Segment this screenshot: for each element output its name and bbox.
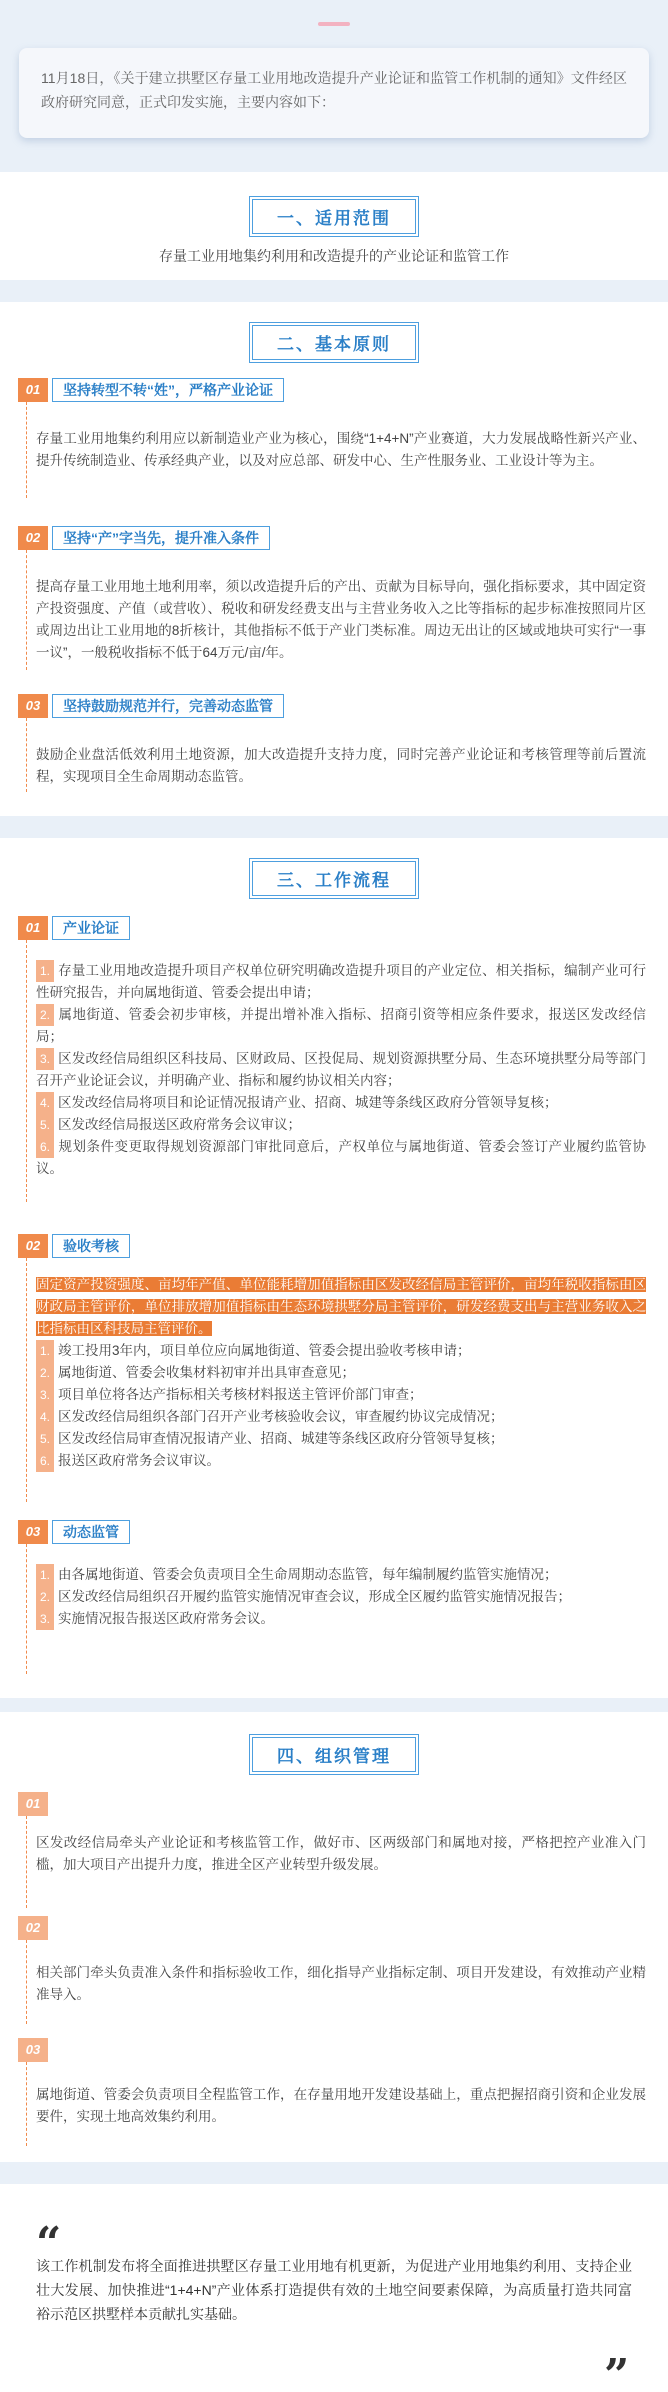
section-title: 三、工作流程 xyxy=(252,861,416,896)
list-item: 1. 由各属地街道、管委会负责项目全生命周期动态监管，每年编制履约监管实施情况； xyxy=(36,1564,646,1586)
group-label: 验收考核 xyxy=(52,1234,130,1258)
section-principles xyxy=(0,302,668,816)
group-label: 产业论证 xyxy=(52,916,130,940)
number-badge: 01 xyxy=(18,1792,48,1816)
list-item: 6. 报送区政府常务会议审议。 xyxy=(36,1450,646,1472)
principle-item xyxy=(18,378,650,508)
number-badge: 03 xyxy=(18,2038,48,2062)
list-item: 3. 实施情况报告报送区政府常务会议。 xyxy=(36,1608,646,1630)
close-quote-icon: ” xyxy=(604,2350,630,2392)
open-quote-icon: “ xyxy=(36,2218,62,2269)
list-item: 4. 区发改经信局组织各部门召开产业考核验收会议，审查履约协议完成情况； xyxy=(36,1406,646,1428)
top-decoration xyxy=(318,22,350,26)
principle-label: 坚持“产”字当先，提升准入条件 xyxy=(52,526,270,550)
organization-item xyxy=(18,2038,650,2148)
list-item: 6. 规划条件变更取得规划资源部门审批同意后，产权单位与属地街道、管委会签订产业履约监管协议。 xyxy=(36,1136,646,1180)
principle-item xyxy=(18,694,650,794)
section-organization xyxy=(0,1712,668,2162)
list-item: 4. 区发改经信局将项目和论证情况报请产业、招商、城建等条线区政府分管领导复核； xyxy=(36,1092,646,1114)
organization-text: 相关部门牵头负责准入条件和指标验收工作，细化指导产业指标定制、项目开发建设，有效推动产业精准导入。 xyxy=(36,1965,646,2002)
list-item: 5. 区发改经信局审查情况报请产业、招商、城建等条线区政府分管领导复核； xyxy=(36,1428,646,1450)
group-label: 动态监管 xyxy=(52,1520,130,1544)
principle-text: 存量工业用地集约利用应以新制造业产业为核心，围绕“1+4+N”产业赛道，大力发展战略性新兴产业、提升传统制造业、传承经典产业，以及对应总部、研发中心、生产性服务业、工业设计等为主。 xyxy=(36,431,646,468)
list-item: 3. 区发改经信局组织区科技局、区财政局、区投促局、规划资源拱墅分局、生态环境拱墅分局等部门召开产业论证会议，并明确产业、指标和履约协议相关内容； xyxy=(36,1048,646,1092)
number-badge: 02 xyxy=(18,1916,48,1940)
list-item: 1. 存量工业用地改造提升项目产权单位研究明确改造提升项目的产业定位、相关指标，编制产业可行性研究报告，并向属地街道、管委会提出申请； xyxy=(36,960,646,1004)
section-title: 一、适用范围 xyxy=(252,199,416,234)
principle-label: 坚持鼓励规范并行，完善动态监管 xyxy=(52,694,284,718)
organization-text: 属地街道、管委会负责项目全程监管工作，在存量用地开发建设基础上，重点把握招商引资和企业发展要件，实现土地高效集约利用。 xyxy=(36,2087,646,2124)
section-title: 四、组织管理 xyxy=(252,1737,416,1772)
list-item: 3. 项目单位将各达产指标相关考核材料报送主管评价部门审查； xyxy=(36,1384,646,1406)
list-item: 1. 竣工投用3年内，项目单位应向属地街道、管委会提出验收考核申请； xyxy=(36,1340,646,1362)
list-item: 2. 属地街道、管委会收集材料初审并出具审查意见； xyxy=(36,1362,646,1384)
closing-quote xyxy=(0,2184,668,2392)
group-list xyxy=(36,1274,646,1472)
scope-text: 存量工业用地集约利用和改造提升的产业论证和监管工作 xyxy=(159,248,509,264)
section-title: 二、基本原则 xyxy=(252,325,416,360)
intro-card xyxy=(19,48,649,138)
workflow-group xyxy=(18,1520,650,1680)
group-list xyxy=(36,960,646,1180)
principle-label: 坚持转型不转“姓”，严格产业论证 xyxy=(52,378,284,402)
number-badge: 01 xyxy=(18,916,48,940)
number-badge: 03 xyxy=(18,694,48,718)
group-list xyxy=(36,1564,646,1630)
principle-item xyxy=(18,526,650,676)
organization-text: 区发改经信局牵头产业论证和考核监管工作，做好市、区两级部门和属地对接，严格把控产业准入门槛，加大项目产出提升力度，推进全区产业转型升级发展。 xyxy=(36,1835,646,1872)
number-badge: 02 xyxy=(18,526,48,550)
number-badge: 01 xyxy=(18,378,48,402)
principle-text: 鼓励企业盘活低效利用土地资源，加大改造提升支持力度，同时完善产业论证和考核管理等前后置流程，实现项目全生命周期动态监管。 xyxy=(36,747,646,784)
list-item: 2. 区发改经信局组织召开履约监管实施情况审查会议，形成全区履约监管实施情况报告； xyxy=(36,1586,646,1608)
principle-text: 提高存量工业用地土地利用率，须以改造提升后的产出、贡献为目标导向，强化指标要求，其中固定资产投资强度、产值（或营收）、税收和研发经费支出与主营业务收入之比等指标的起步标准按照同片区或周边出让工业用地的8折核计，其他指标不低于产业门类标准。周边无出让的区域或地块可实行“一事一议”，一般税收指标不低于64万元/亩/年。 xyxy=(36,579,646,660)
section-scope xyxy=(0,172,668,280)
quote-text: 该工作机制发布将全面推进拱墅区存量工业用地有机更新，为促进产业用地集约利用、支持企业壮大发展、加快推进“1+4+N”产业体系打造提供有效的土地空间要素保障，为高质量打造共同富裕示范区拱墅样本贡献扎实基础。 xyxy=(36,2258,632,2322)
section-workflow xyxy=(0,838,668,1698)
workflow-group xyxy=(18,916,650,1206)
number-badge: 02 xyxy=(18,1234,48,1258)
organization-item xyxy=(18,1792,650,1912)
intro-text: 11月18日，《关于建立拱墅区存量工业用地改造提升产业论证和监管工作机制的通知》文件经区政府研究同意，正式印发实施，主要内容如下： xyxy=(41,70,627,110)
workflow-group xyxy=(18,1234,650,1504)
organization-item xyxy=(18,1916,650,2026)
number-badge: 03 xyxy=(18,1520,48,1544)
highlight-text: 固定资产投资强度、亩均年产值、单位能耗增加值指标由区发改经信局主管评价，亩均年税收指标由区财政局主管评价，单位排放增加值指标由生态环境拱墅分局主管评价，研发经费支出与主营业务收入之比指标由区科技局主管评价。 xyxy=(36,1277,646,1336)
list-item: 2. 属地街道、管委会初步审核，并提出增补准入指标、招商引资等相应条件要求，报送区发改经信局； xyxy=(36,1004,646,1048)
list-item: 5. 区发改经信局报送区政府常务会议审议； xyxy=(36,1114,646,1136)
